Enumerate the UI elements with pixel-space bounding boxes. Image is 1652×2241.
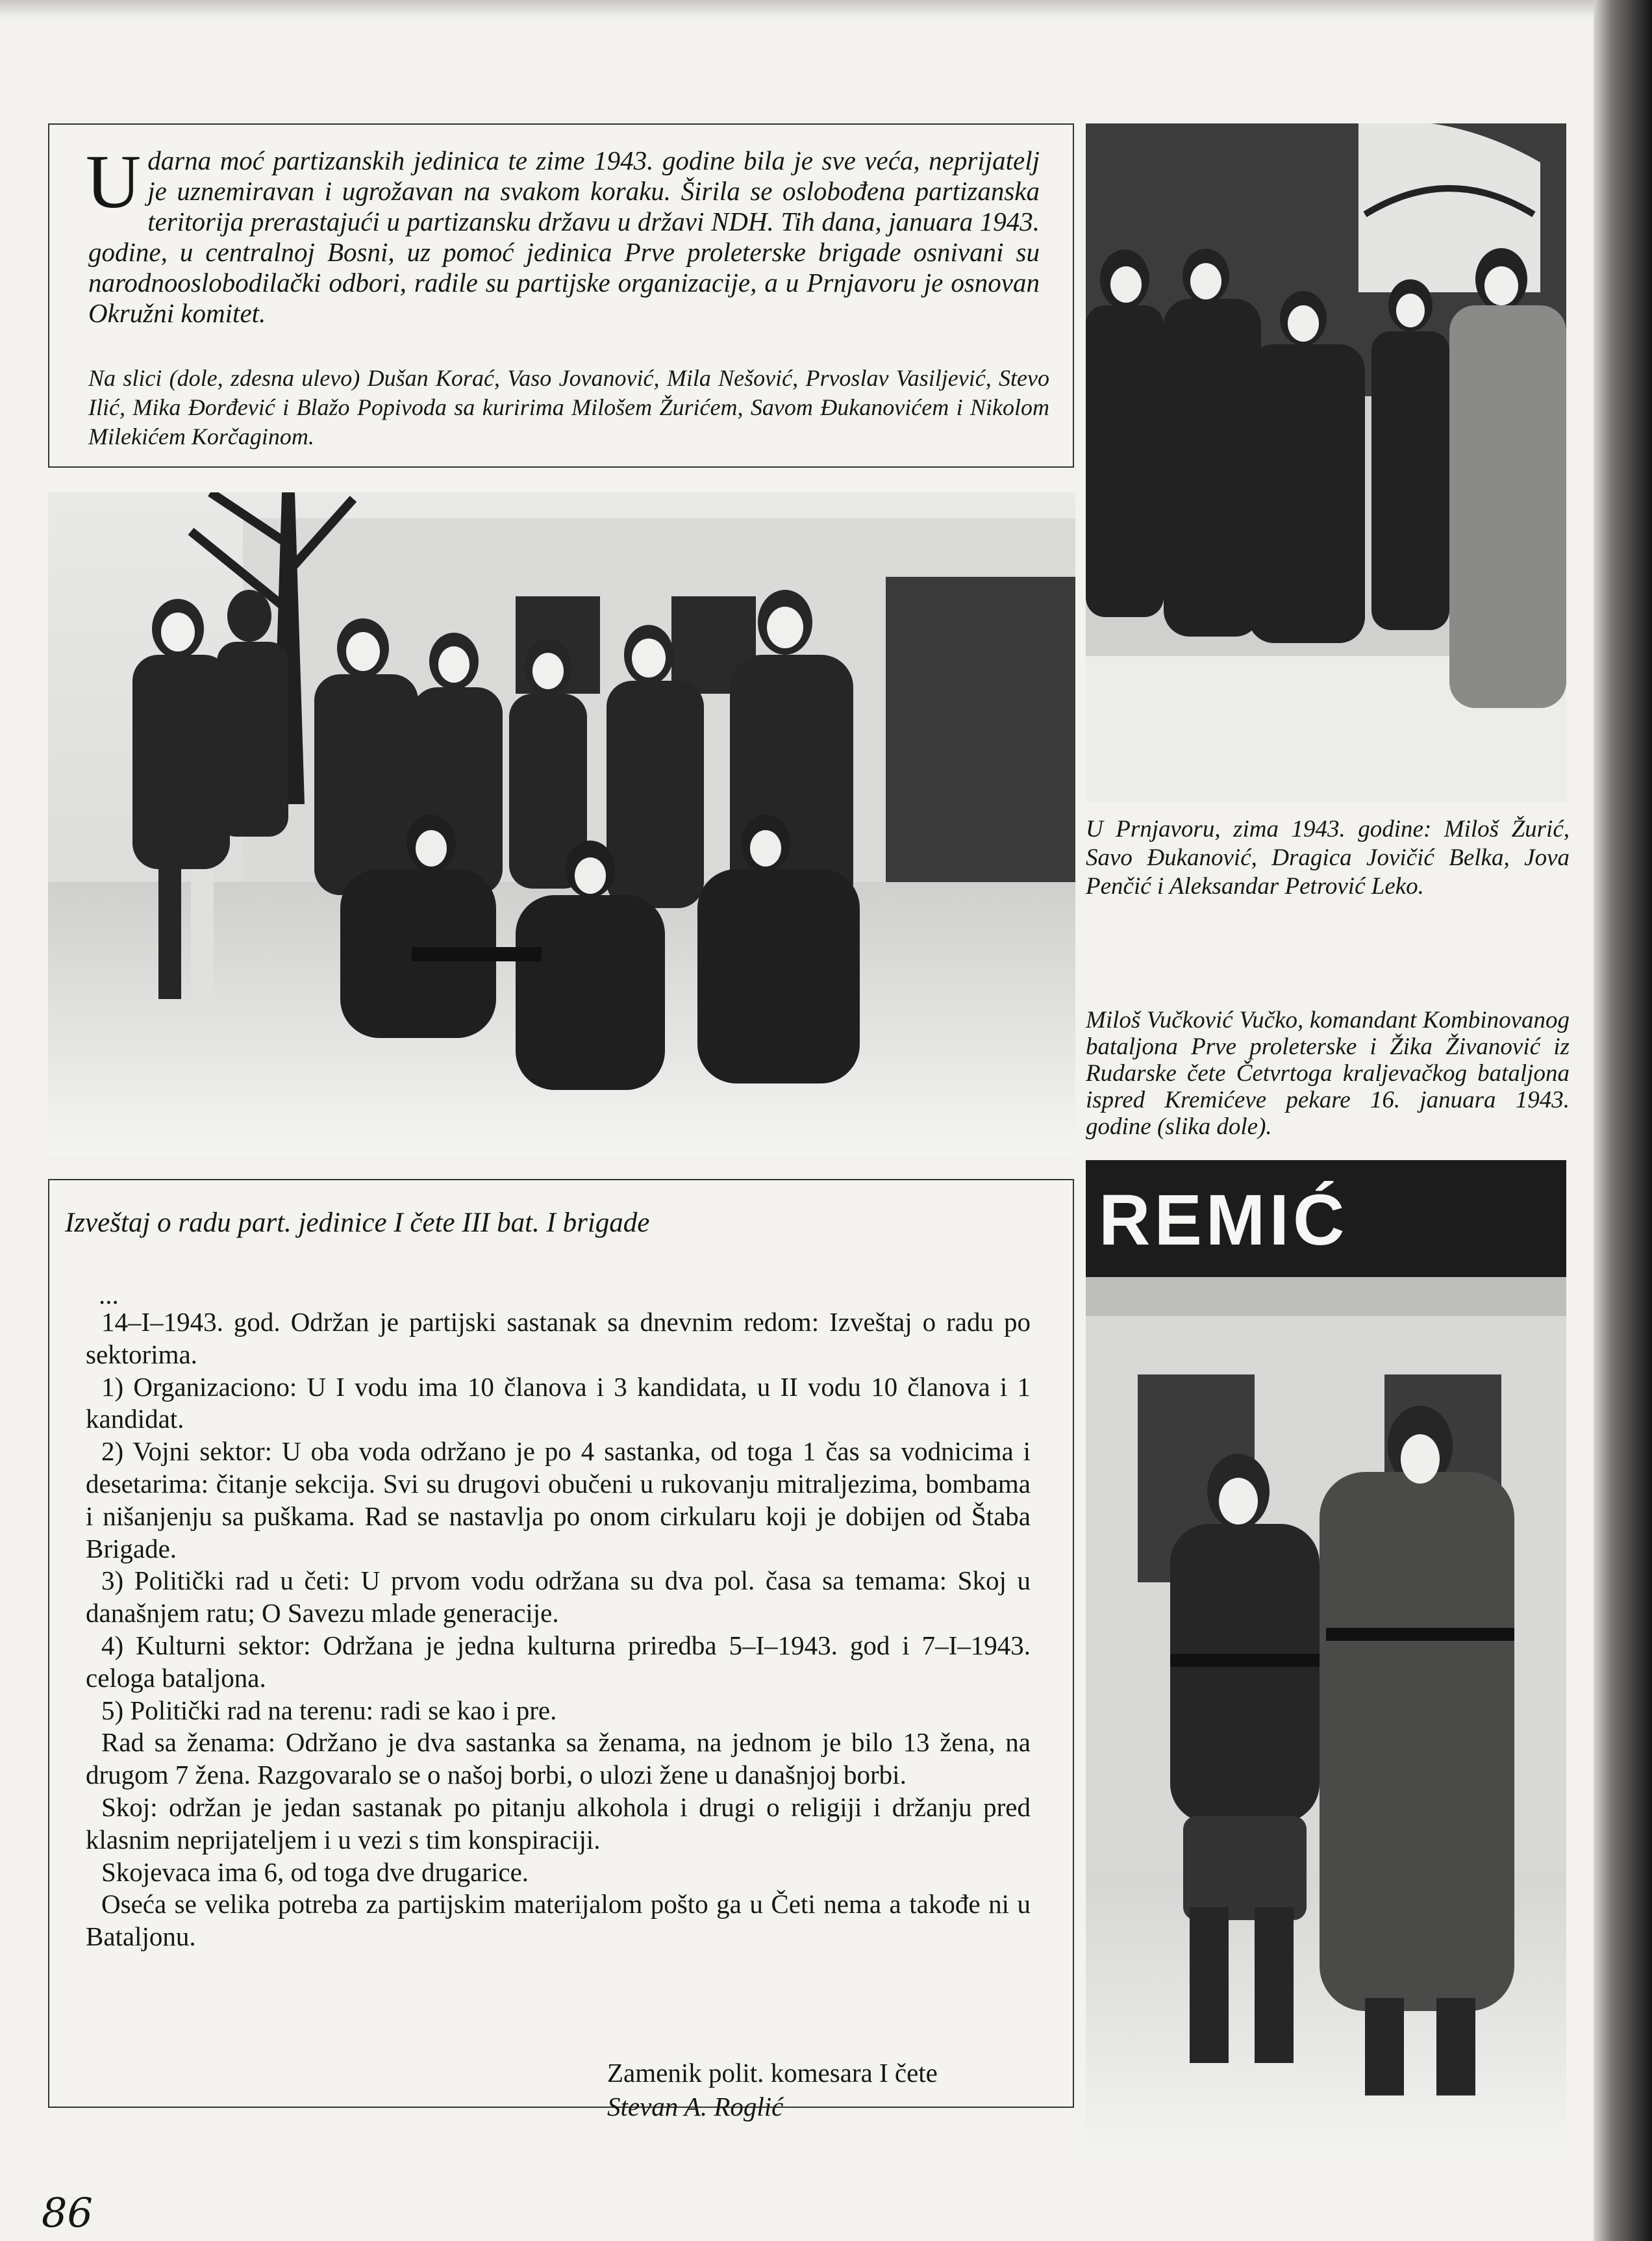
signature (607, 2056, 938, 2123)
group-photo (48, 492, 1075, 1155)
kremic-bakery-photo (1086, 1160, 1566, 2160)
signature-role: Zamenik polit. komesara I čete (607, 2058, 938, 2088)
report-title: Izveštaj o radu part. jedinice I čete III bat. I brigade (65, 1208, 650, 1238)
intro-paragraph: darna moć partizanskih jedinica te zime 1943. godine bila je sve veća, neprijatelj je uznemiravan i ugrožavan na svakom koraku. Širila se oslobođena partizanska teritorija prerastajući u partizansku državu u državi NDH. Tih dana, januara 1943. godine, u centralnoj Bosni, uz pomoć jedinica Prve proleterske brigade osnivani su narodnooslobodilački odbori, radile su partijske organizacije, a u Prnjavoru je osnovan Okružni komitet. (88, 146, 1040, 328)
group-photo-caption: Na slici (dole, zdesna ulevo) Dušan Korać, Vaso Jovanović, Mila Nešović, Prvoslav Vasiljević, Stevo Ilić, Mika Đorđević i Blažo Popivoda sa kuririma Milošem Žurićem, Savom Đukanovićem i Nikolom Milekićem Korčaginom. (88, 365, 1049, 449)
binding-shadow (1594, 0, 1652, 2241)
report-paragraph: 3) Politički rad u četi: U prvom vodu održana su dva pol. časa sa temama: Skoj u današnjem ratu; O Savezu mlade generacije. (86, 1565, 1031, 1628)
intro-text (86, 139, 1040, 329)
report-paragraph: Oseća se velika potreba za partijskim materijalom pošto ga u Četi nema a takođe ni u Bataljonu. (86, 1889, 1031, 1952)
report-paragraph: 14–I–1943. god. Održan je partijski sastanak sa dnevnim redom: Izveštaj o radu po sektorima. (86, 1307, 1031, 1369)
report-paragraph: 4) Kulturni sektor: Održana je jedna kulturna priredba 5–I–1943. god i 7–I–1943. celoga bataljona. (86, 1630, 1031, 1693)
report-body (86, 1280, 1031, 1953)
report-paragraph: Rad sa ženama: Održano je dva sastanka sa ženama, na jednom je bilo 13 žena, na drugom 7 žena. Razgovaralo se o našoj borbi, o ulozi žene u današnjoj borbi. (86, 1727, 1031, 1790)
page-number: 86 (42, 2189, 93, 2236)
signature-name: Stevan A. Roglić (607, 2092, 784, 2121)
report-paragraph: 5) Politički rad na terenu: radi se kao i pre. (101, 1695, 557, 1725)
report-paragraph: 2) Vojni sektor: U oba voda održano je po 4 sastanka, od toga 1 čas sa vodnicima i desetarima: čitanje sekcija. Svi su drugovi obučeni u rukovanju mitraljezima, bombama i nišanjenju sa puškama. Rad se nastavlja po onom cirkularu koji je dobijen od Štaba Brigade. (86, 1436, 1031, 1564)
report-paragraph: 1) Organizaciono: U I vodu ima 10 članova i 3 kandidata, u II vodu 10 članova i 1 kandidat. (86, 1371, 1031, 1434)
intro-box (48, 123, 1074, 468)
report-paragraph: Skoj: održan je jedan sastanak po pitanju alkohola i drugi o religiji i držanju pred klasnim neprijateljem i u vezi s tim konspiraciji. (86, 1792, 1031, 1855)
kremic-photo-caption: Miloš Vučković Vučko, komandant Kombinovanog bataljona Prve proleterske i Žika Živanović iz Rudarske čete Četvrtoga kraljevačkog bataljona ispred Kremićeve pekare 16. januara 1943. godine (slika dole). (1086, 1007, 1570, 1140)
prnjavor-photo-caption: U Prnjavoru, zima 1943. godine: Miloš Žurić, Savo Đukanović, Dragica Jovičić Belka, Jova Penčić i Aleksandar Petrović Leko. (1086, 816, 1570, 900)
dropcap: U (86, 139, 142, 224)
page-top-edge (0, 0, 1597, 18)
report-ellipsis: ... (99, 1280, 119, 1310)
bakery-sign-text: REMIĆ (1099, 1180, 1349, 1260)
report-paragraph: Skojevaca ima 6, od toga dve drugarice. (101, 1856, 529, 1887)
prnjavor-photo (1086, 123, 1566, 802)
